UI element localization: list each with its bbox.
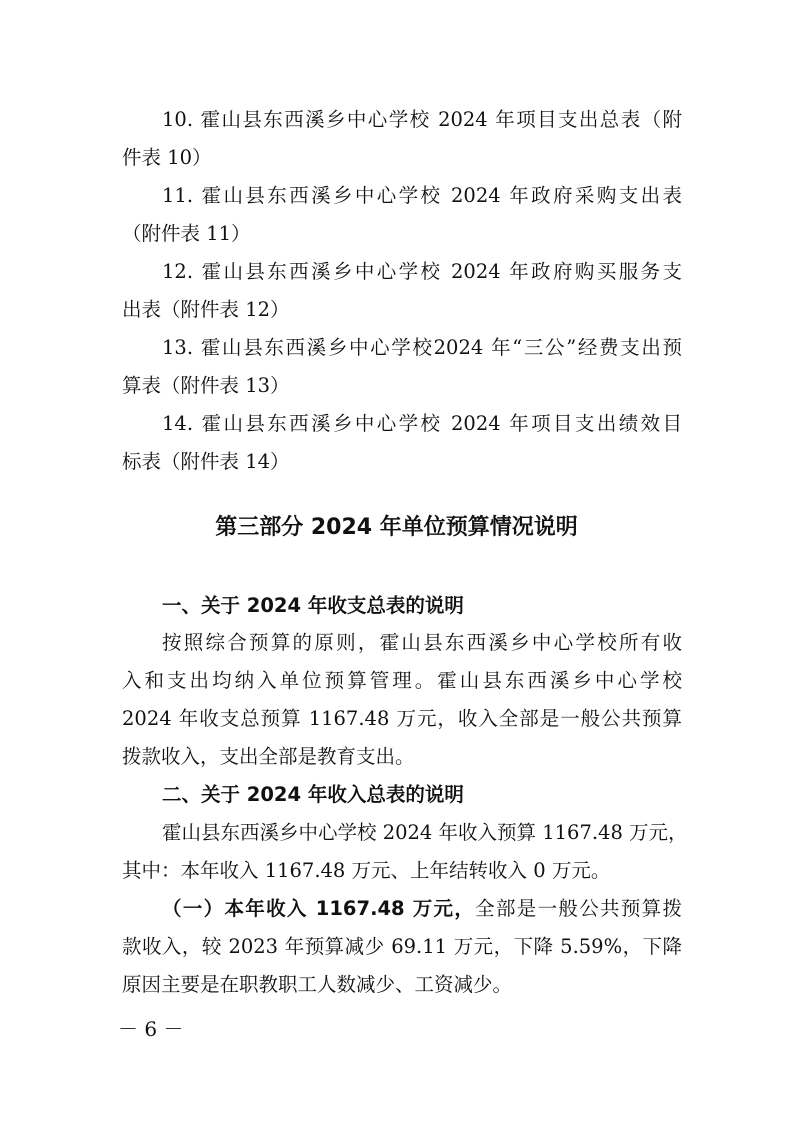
part2-paragraph-line: 霍山县东西溪乡中心学校 2024 年收入预算 1167.48 万元， [162,821,688,844]
sub1-bold-lead: （一）本年收入 1167.48 万元， [162,897,476,920]
page-number: － 6 － [118,1017,184,1041]
attachment-item-12-line2: 出表（附件表 12） [122,298,290,321]
part1-paragraph-line: 拨款收入，支出全部是教育支出。 [122,745,415,768]
attachment-item-14-line2: 标表（附件表 14） [122,450,290,473]
part2-sub1-line: 原因主要是在职教职工人数减少、工资减少。 [122,973,513,996]
part1-paragraph-line: 入和支出均纳入单位预算管理。霍山县东西溪乡中心学校 [122,669,682,692]
attachment-item-13-line2: 算表（附件表 13） [122,374,290,397]
attachment-item-10-line2: 件表 10） [122,146,212,169]
sub1-rest: 全部是一般公共预算拨 [475,897,682,920]
attachment-item-11-line1: 11. 霍山县东西溪乡中心学校 2024 年政府采购支出表 [162,184,682,207]
attachment-item-12-line1: 12. 霍山县东西溪乡中心学校 2024 年政府购买服务支 [162,260,682,283]
attachment-item-13-line1: 13. 霍山县东西溪乡中心学校2024 年“三公”经费支出预 [162,336,682,359]
attachment-item-10-line1: 10. 霍山县东西溪乡中心学校 2024 年项目支出总表（附 [162,108,682,131]
part1-heading: 一、关于 2024 年收支总表的说明 [162,594,464,617]
part2-paragraph-line: 其中：本年收入 1167.48 万元、上年结转收入 0 万元。 [122,859,611,882]
part2-sub1-line: 款收入，较 2023 年预算减少 69.11 万元，下降 5.59%，下降 [122,935,682,958]
part2-sub1-line1 [162,891,682,927]
attachment-item-14-line1: 14. 霍山县东西溪乡中心学校 2024 年项目支出绩效目 [162,412,682,435]
part2-heading: 二、关于 2024 年收入总表的说明 [162,783,464,806]
part1-paragraph-line: 按照综合预算的原则，霍山县东西溪乡中心学校所有收 [162,631,682,654]
part1-paragraph-line: 2024 年收支总预算 1167.48 万元，收入全部是一般公共预算 [122,707,682,730]
section-title: 第三部分 2024 年单位预算情况说明 [215,515,578,540]
attachment-item-11-line2: （附件表 11） [122,222,251,245]
